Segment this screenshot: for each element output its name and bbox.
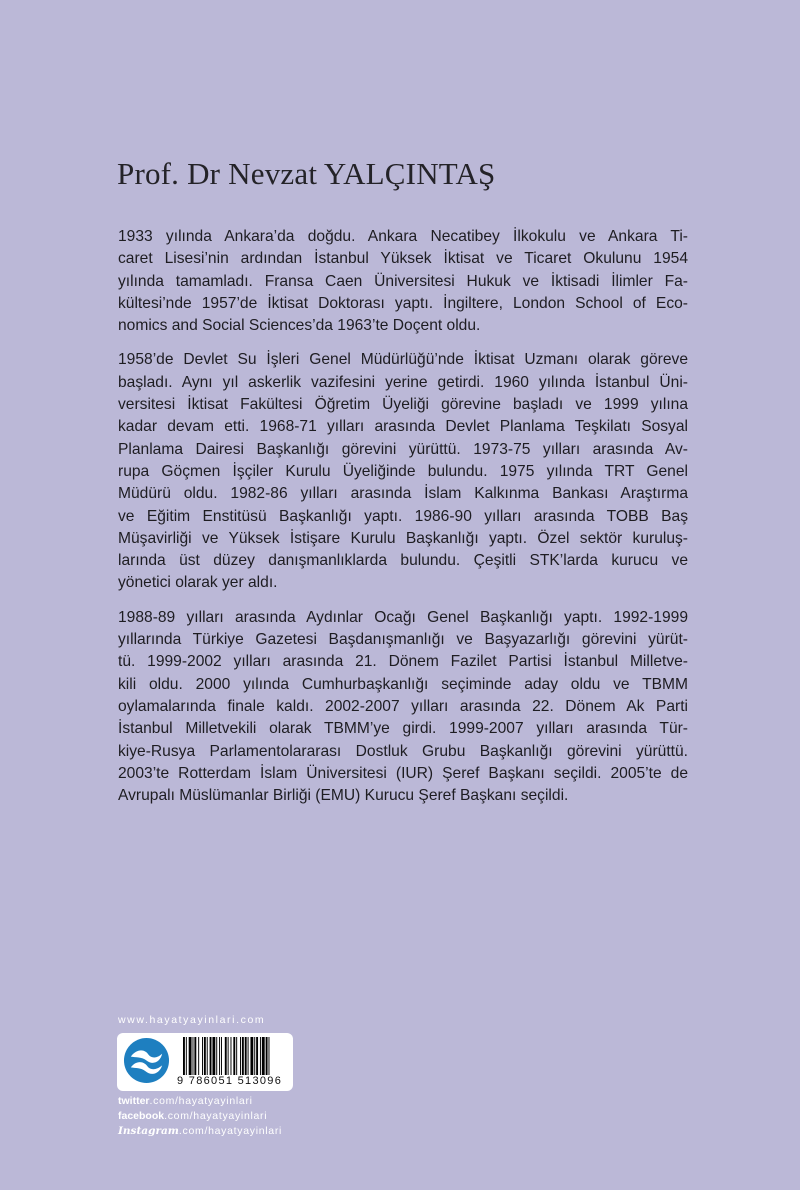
bio-line: kiye-Rusya Parlamentolararası Dostluk Grubu Başkanlığı görevini yürüttü. (118, 742, 688, 760)
barcode-bar (269, 1037, 270, 1075)
facebook-wordmark-icon: facebook (118, 1110, 165, 1122)
barcode-icon (183, 1037, 287, 1075)
barcode-bar (207, 1037, 208, 1075)
social-path: .com/hayatyayinlari (149, 1095, 253, 1107)
barcode-bar (216, 1037, 217, 1075)
barcode-bar (189, 1037, 192, 1075)
social-path: .com/hayatyayinlari (164, 1110, 268, 1122)
barcode-bar (256, 1037, 258, 1075)
bio-line: Müşavirliği ve Yüksek İstişare Kurulu Başkanlığı yaptı. Özel sektör kuruluş- (118, 529, 688, 547)
barcode-bar (250, 1037, 253, 1075)
barcode-bar (210, 1037, 212, 1075)
publisher-website[interactable]: www.hayatyayinlari.com (118, 1014, 266, 1026)
instagram-wordmark-icon: Instagram (118, 1125, 179, 1137)
isbn-box (117, 1033, 293, 1091)
bio-line: rupa Göçmen İşçiler Kurulu Üyeliğinde bulundu. 1975 yılında TRT Genel (118, 462, 688, 480)
bio-line: kili oldu. 2000 yılında Cumhurbaşkanlığı seçiminde aday oldu ve TBMM (118, 675, 688, 693)
barcode-bar (240, 1037, 241, 1075)
bio-line: başladı. Aynı yıl askerlik vazifesini yerine getirdi. 1960 yılında İstanbul Üni- (118, 373, 688, 391)
bio-line: kadar devam etti. 1968-71 yılları arasında Devlet Planlama Teşkilatı Sosyal (118, 418, 688, 436)
bio-line: Müdürü oldu. 1982-86 yılları arasında İslam Kalkınma Bankası Araştırma (118, 485, 688, 503)
bio-line: larında üst düzey danışmanlıklarda bulundu. Çeşitli STK’larda kurucu ve (118, 552, 688, 570)
barcode-bar (186, 1037, 187, 1075)
barcode-bar (231, 1037, 232, 1075)
bio-line: Avrupalı Müslümanlar Birliği (EMU) Kurucu Şeref Başkanı seçildi. (118, 787, 569, 805)
biography (118, 226, 688, 819)
barcode-bar (212, 1037, 215, 1075)
publisher-logo-icon (123, 1037, 170, 1084)
barcode-bar (242, 1037, 244, 1075)
author-title: Prof. Dr Nevzat YALÇINTAŞ (117, 156, 496, 191)
bio-line: versitesi İktisat Fakültesi Öğretim Üyeliği görevine başladı ve 1999 yılına (118, 396, 688, 414)
barcode-bar (219, 1037, 220, 1075)
bio-line: yönetici olarak yer aldı. (118, 574, 278, 592)
isbn-number: 9 786051 513096 (177, 1075, 283, 1087)
bio-line: caret Lisesi’nin ardından İstanbul Yüksek İktisat ve Ticaret Okulunu 1954 (118, 250, 688, 268)
bio-paragraph-1 (118, 226, 688, 337)
bio-line: tü. 1999-2002 yılları arasında 21. Dönem Fazilet Partisi İstanbul Milletve- (118, 653, 688, 671)
barcode-bar (233, 1037, 235, 1075)
barcode-bar (260, 1037, 261, 1075)
bio-line: İstanbul Milletvekili olarak TBMM’ye girdi. 1999-2007 yılları arasında Tür- (118, 720, 688, 738)
social-path: .com/hayatyayinlari (178, 1125, 283, 1137)
bio-line: yılında tamamladı. Fransa Caen Üniversitesi Hukuk ve İktisadi İlimler Fa- (118, 272, 688, 290)
barcode-bar (193, 1037, 194, 1075)
barcode-bar (248, 1037, 249, 1075)
bio-line: 1933 yılında Ankara’da doğdu. Ankara Necatibey İlkokulu ve Ankara Ti- (118, 228, 688, 245)
bio-line: ve Eğitim Enstitüsü Başkanlığı yaptı. 1986-90 yılları arasında TOBB Baş (118, 507, 688, 525)
barcode-bar (225, 1037, 227, 1075)
barcode-bar (198, 1037, 199, 1075)
bio-line: yıllarında Türkiye Gazetesi Başdanışmanlığı ve Başyazarlığı görevini yürüt- (118, 631, 688, 649)
barcode-bar (262, 1037, 265, 1075)
barcode-bar (202, 1037, 203, 1075)
social-instagram[interactable] (118, 1125, 298, 1137)
barcode-bar (245, 1037, 247, 1075)
bio-line: 1958’de Devlet Su İşleri Genel Müdürlüğü’nde İktisat Uzmanı olarak göreve (118, 351, 688, 369)
barcode-bar (228, 1037, 229, 1075)
social-twitter[interactable] (118, 1095, 298, 1107)
barcode-bar (254, 1037, 255, 1075)
barcode-bar (266, 1037, 268, 1075)
bio-line: oylamalarında finale kaldı. 2002-2007 yılları arasında 22. Dönem Ak Parti (118, 697, 688, 715)
bio-line: Planlama Dairesi Başkanlığı görevini yürüttü. 1973-75 yılları arasında Av- (118, 440, 688, 458)
bio-line: 1988-89 yılları arasında Aydınlar Ocağı Genel Başkanlığı yaptı. 1992-1999 (118, 608, 688, 626)
barcode-bar (221, 1037, 222, 1075)
bio-line: 2003’te Rotterdam İslam Üniversitesi (IUR) Şeref Başkanı seçildi. 2005’te de (118, 764, 688, 782)
barcode-bar (236, 1037, 237, 1075)
bio-paragraph-3 (118, 607, 688, 808)
bio-line: nomics and Social Sciences’da 1963’te Doçent oldu. (118, 317, 481, 335)
barcode-bar (194, 1037, 196, 1075)
barcode-bar (183, 1037, 185, 1075)
social-facebook[interactable] (118, 1110, 298, 1122)
bio-line: kültesi’nde 1957’de İktisat Doktorası yaptı. İngiltere, London School of Eco- (118, 294, 688, 312)
barcode-bar (204, 1037, 206, 1075)
twitter-wordmark-icon: twitter (118, 1095, 150, 1107)
bio-paragraph-2 (118, 349, 688, 594)
